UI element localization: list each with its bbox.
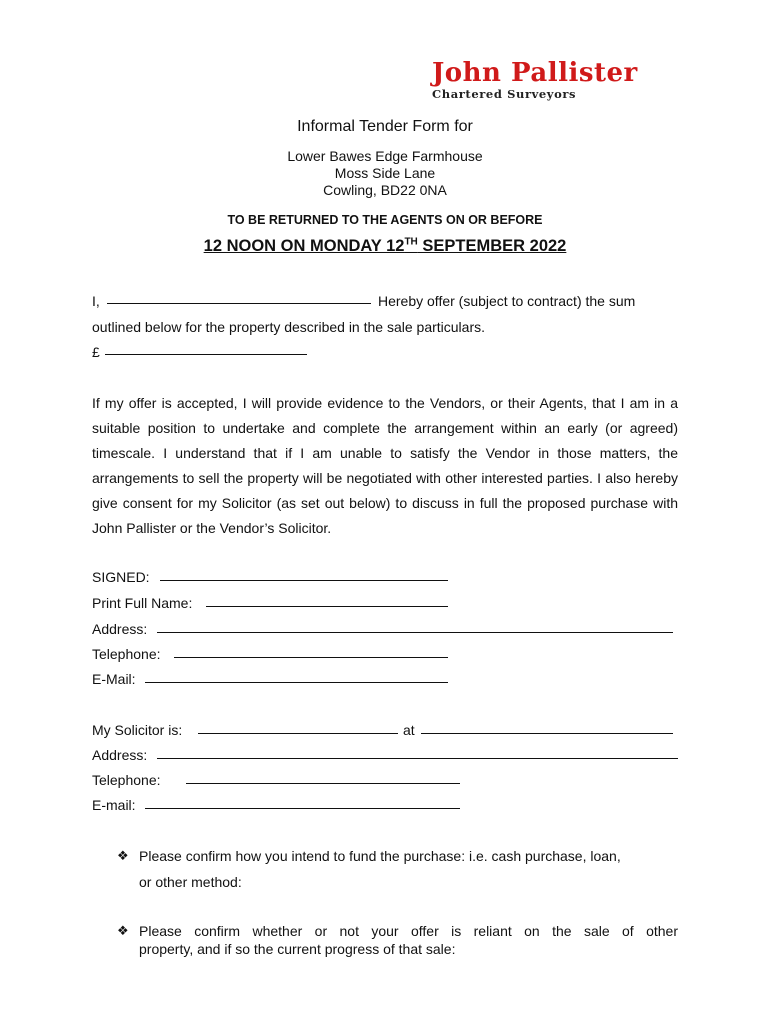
deadline-heading — [0, 236, 770, 256]
offerer-name-field[interactable] — [107, 291, 371, 304]
form-title: Informal Tender Form for — [297, 118, 473, 135]
offer-suffix: Hereby offer (subject to contract) the sum — [378, 293, 636, 309]
solicitor-email-label: E-mail: — [92, 797, 136, 813]
deadline-main-text: 12 NOON ON MONDAY 12 — [203, 236, 405, 255]
solicitor-label: My Solicitor is: — [92, 722, 183, 738]
telephone-field[interactable] — [174, 645, 448, 658]
solicitor-email-field[interactable] — [145, 796, 460, 809]
address-field[interactable] — [157, 620, 673, 633]
currency-symbol: £ — [92, 344, 100, 360]
solicitor-firm-field[interactable] — [421, 721, 673, 734]
bullet-diamond-icon: ❖ — [117, 848, 129, 863]
offer-amount-field[interactable] — [105, 342, 307, 355]
offer-description: outlined below for the property described in the sale particulars. — [92, 319, 485, 335]
telephone-label: Telephone: — [92, 646, 161, 662]
solicitor-address-label: Address: — [92, 747, 148, 763]
solicitor-at-label: at — [403, 722, 415, 738]
signed-label: SIGNED: — [92, 569, 150, 585]
terms-paragraph: If my offer is accepted, I will provide evidence to the Vendors, or their Agents, that I am in a suitable position to undertake and complete the arrangement within an early (or agreed) timescale. I understand that if I am unable to satisfy the Vendor in those matters, the arrangements to sell the property will be negotiated with other interested parties. I also hereby give consent for my Solicitor (as set out below) to discuss in full the proposed purchase with John Pallister or the Vendor’s Solicitor. — [92, 395, 678, 536]
reliant-question-line-2: property, and if so the current progress of that sale: — [139, 941, 456, 957]
funding-question-line-1: Please confirm how you intend to fund the purchase: i.e. cash purchase, loan, — [139, 848, 621, 864]
property-address-line-3: Cowling, BD22 0NA — [323, 182, 447, 198]
solicitor-address-field[interactable] — [157, 746, 678, 759]
print-name-label: Print Full Name: — [92, 595, 193, 611]
property-address-line-2: Moss Side Lane — [334, 165, 436, 181]
deadline-month-year: SEPTEMBER 2022 — [417, 236, 567, 255]
funding-question-line-2: or other method: — [139, 874, 242, 890]
solicitor-telephone-label: Telephone: — [92, 772, 161, 788]
solicitor-telephone-field[interactable] — [186, 771, 460, 784]
deadline-preamble: TO BE RETURNED TO THE AGENTS ON OR BEFORE — [227, 213, 543, 227]
email-field[interactable] — [145, 670, 448, 683]
deadline-ordinal-suffix: TH — [404, 236, 418, 247]
offer-prefix: I, — [92, 293, 100, 309]
company-logo-name: John Pallister — [432, 58, 638, 88]
reliant-question-line-1: Please confirm whether or not your offer is reliant on the sale of other — [139, 923, 678, 939]
print-name-field[interactable] — [206, 594, 448, 607]
company-logo-tagline: Chartered Surveyors — [432, 87, 577, 101]
bullet-diamond-icon: ❖ — [117, 923, 129, 938]
address-label: Address: — [92, 621, 148, 637]
email-label: E-Mail: — [92, 671, 136, 687]
signature-field[interactable] — [160, 568, 448, 581]
property-address-line-1: Lower Bawes Edge Farmhouse — [287, 148, 483, 164]
solicitor-name-field[interactable] — [198, 721, 398, 734]
